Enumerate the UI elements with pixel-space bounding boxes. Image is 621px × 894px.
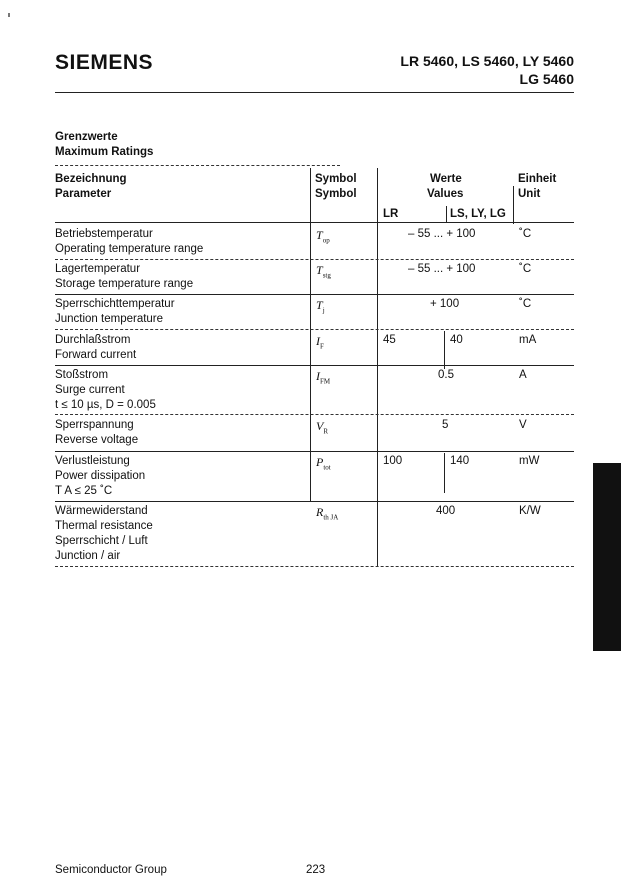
values-unit-divider xyxy=(513,186,514,224)
row-power-dissipation-condition: T A ≤ 25 ˚C xyxy=(55,485,113,497)
row-surge-current-de: Stoßstrom xyxy=(55,369,109,381)
row-rule-7 xyxy=(55,501,574,502)
row-surge-current-symbol: $I_{FM}$ xyxy=(316,369,331,386)
row-stg-temp-en: Storage temperature range xyxy=(55,278,194,290)
header-col-lr: LR xyxy=(383,208,399,220)
section-title-de: Grenzwerte xyxy=(55,131,118,143)
header-col-ls: LS, LY, LG xyxy=(450,208,506,220)
row-power-dissipation-en: Power dissipation xyxy=(55,470,146,482)
row-surge-current-en: Surge current xyxy=(55,384,125,396)
scan-mark xyxy=(8,13,10,17)
symbol-values-divider xyxy=(377,168,378,566)
row-stg-temp-unit: ˚C xyxy=(519,263,532,275)
header-param-en: Parameter xyxy=(55,188,112,200)
row-stg-temp-de: Lagertemperatur xyxy=(55,263,141,275)
row-forward-current-de: Durchlaßstrom xyxy=(55,334,131,346)
table-top-rule xyxy=(55,165,340,166)
lr-ls-header-divider xyxy=(446,206,447,222)
row-stg-temp-symbol: $T_{stg}$ xyxy=(316,263,331,280)
row-power-dissipation-de: Verlustleistung xyxy=(55,455,130,467)
lr-ls-divider-ptot xyxy=(444,453,445,493)
header-rule xyxy=(55,92,574,93)
row-op-temp-unit: ˚C xyxy=(519,228,532,240)
row-rule-5 xyxy=(55,414,574,415)
row-rule-4 xyxy=(55,365,574,366)
row-reverse-voltage-de: Sperrspannung xyxy=(55,419,134,431)
row-rule-3 xyxy=(55,329,574,330)
header-values-en: Values xyxy=(427,188,464,200)
row-junction-temp-de: Sperrschichttemperatur xyxy=(55,298,175,310)
row-power-dissipation-unit: mW xyxy=(519,455,540,467)
section-title-en: Maximum Ratings xyxy=(55,146,154,158)
row-thermal-resistance-symbol: $R_{th JA}$ xyxy=(316,505,339,522)
row-power-dissipation-symbol: $P_{tot}$ xyxy=(316,455,331,472)
part-number-lg: LG 5460 xyxy=(519,71,574,87)
row-power-dissipation-value-ls: 140 xyxy=(450,455,470,467)
part-numbers: LR 5460, LS 5460, LY 5460 xyxy=(400,53,574,69)
row-surge-current-unit: A xyxy=(519,369,527,381)
row-op-temp-symbol: $T_{op}$ xyxy=(316,228,330,245)
row-surge-current-value: 0.5 xyxy=(438,369,454,381)
row-power-dissipation-value-lr: 100 xyxy=(383,455,403,467)
row-surge-current-condition: t ≤ 10 µs, D = 0.005 xyxy=(55,399,156,411)
header-unit-en: Unit xyxy=(518,188,541,200)
lr-ls-divider-if xyxy=(444,331,445,369)
header-values-de: Werte xyxy=(430,173,462,185)
row-thermal-resistance-condition-de: Sperrschicht / Luft xyxy=(55,535,148,547)
row-op-temp-value: – 55 ... + 100 xyxy=(408,228,476,240)
row-forward-current-symbol: $I_F$ xyxy=(316,334,324,351)
row-op-temp-de: Betriebstemperatur xyxy=(55,228,153,240)
row-reverse-voltage-unit: V xyxy=(519,419,527,431)
row-forward-current-en: Forward current xyxy=(55,349,137,361)
row-forward-current-value-ls: 40 xyxy=(450,334,463,346)
header-unit-de: Einheit xyxy=(518,173,557,185)
row-op-temp-en: Operating temperature range xyxy=(55,243,204,255)
row-junction-temp-unit: ˚C xyxy=(519,298,532,310)
row-thermal-resistance-unit: K/W xyxy=(519,505,541,517)
row-junction-temp-symbol: $T_j$ xyxy=(316,298,325,315)
row-thermal-resistance-de: Wärmewiderstand xyxy=(55,505,148,517)
footer-publisher: Semiconductor Group xyxy=(55,864,167,876)
section-tab-marker xyxy=(593,463,621,651)
header-symbol-en: Symbol xyxy=(315,188,357,200)
row-forward-current-unit: mA xyxy=(519,334,537,346)
siemens-logo: SIEMENS xyxy=(55,51,154,74)
header-bottom-rule xyxy=(55,222,574,223)
row-thermal-resistance-condition-en: Junction / air xyxy=(55,550,121,562)
row-thermal-resistance-en: Thermal resistance xyxy=(55,520,153,532)
table-bottom-rule xyxy=(55,566,574,567)
row-forward-current-value-lr: 45 xyxy=(383,334,396,346)
row-rule-2 xyxy=(55,294,574,295)
footer-page-number: 223 xyxy=(306,864,326,876)
row-rule-6 xyxy=(55,451,574,452)
row-rule-1 xyxy=(55,259,574,260)
row-stg-temp-value: – 55 ... + 100 xyxy=(408,263,476,275)
header-param-de: Bezeichnung xyxy=(55,173,127,185)
row-reverse-voltage-value: 5 xyxy=(442,419,449,431)
row-junction-temp-en: Junction temperature xyxy=(55,313,164,325)
row-reverse-voltage-en: Reverse voltage xyxy=(55,434,139,446)
row-reverse-voltage-symbol: $V_R$ xyxy=(316,419,329,436)
header-symbol-de: Symbol xyxy=(315,173,357,185)
row-thermal-resistance-value: 400 xyxy=(436,505,456,517)
row-junction-temp-value: + 100 xyxy=(430,298,460,310)
